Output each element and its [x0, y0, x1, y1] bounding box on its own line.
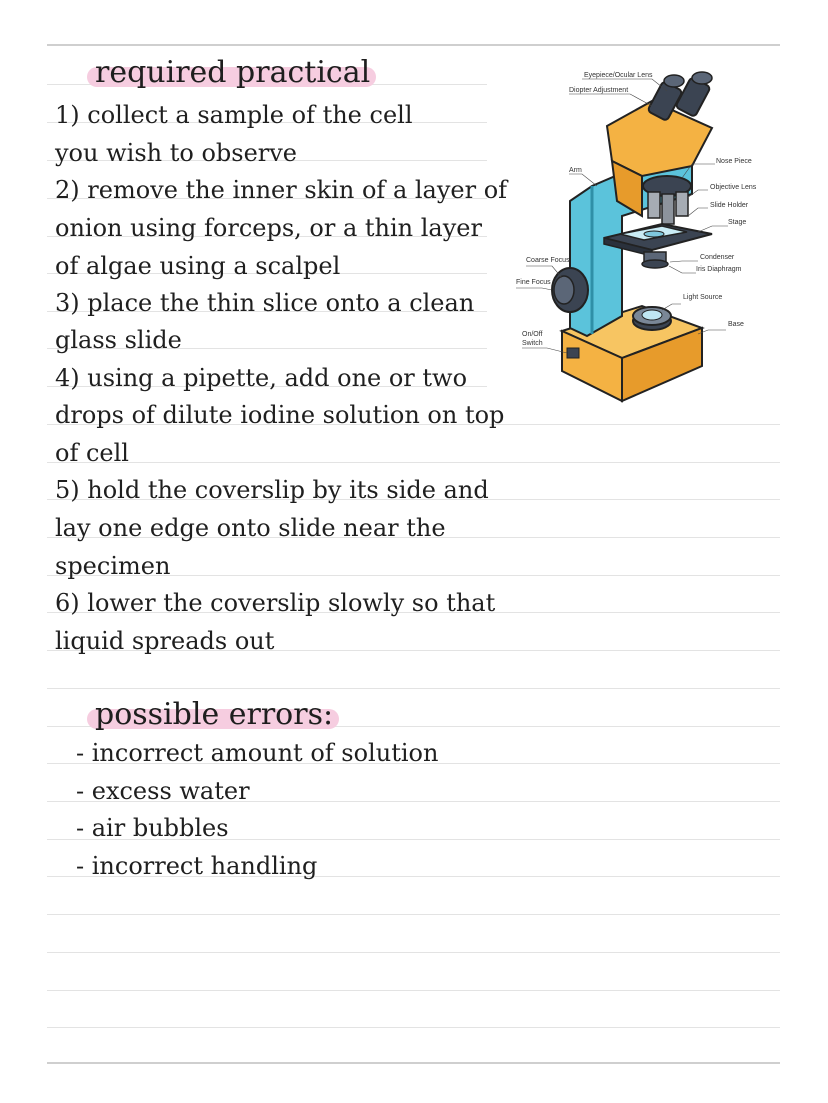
step-line: lay one edge onto slide near the	[55, 514, 446, 542]
ruled-line	[47, 462, 780, 463]
condenser-shape	[642, 252, 668, 268]
error-item: - incorrect amount of solution	[76, 739, 439, 767]
label-nosepiece: Nose Piece	[716, 158, 752, 165]
error-item: - excess water	[76, 777, 250, 805]
error-item: - incorrect handling	[76, 852, 318, 880]
step-line: glass slide	[55, 326, 182, 354]
ruled-line	[47, 688, 780, 689]
step-line: drops of dilute iodine solution on top	[55, 401, 505, 429]
error-item: - air bubbles	[76, 814, 229, 842]
step-line: liquid spreads out	[55, 627, 275, 655]
ruled-line	[47, 990, 780, 991]
step-line: 6) lower the coverslip slowly so that	[55, 589, 496, 617]
step-line: 5) hold the coverslip by its side and	[55, 476, 489, 504]
ruled-line	[47, 914, 780, 915]
step-line: 3) place the thin slice onto a clean	[55, 289, 475, 317]
label-base: Base	[728, 321, 744, 328]
page-bottom-rule	[47, 1062, 780, 1064]
step-line: 4) using a pipette, add one or two	[55, 364, 468, 392]
label-iris: Iris Diaphragm	[696, 266, 742, 273]
label-eyepiece: Eyepiece/Ocular Lens	[584, 72, 653, 79]
label-switch-1: On/Off	[522, 331, 543, 338]
label-objective: Objective Lens	[710, 184, 757, 191]
ruled-line	[47, 1027, 780, 1028]
errors-heading	[95, 697, 333, 733]
label-stage: Stage	[728, 219, 747, 226]
step-line: specimen	[55, 552, 171, 580]
label-switch-2: Switch	[522, 340, 543, 347]
microscope-svg	[512, 66, 762, 411]
practical-heading-text: required practical	[95, 55, 371, 90]
practical-heading	[95, 55, 370, 91]
light-source-shape	[633, 307, 671, 330]
focus-knob-shape	[552, 268, 588, 312]
label-light: Light Source	[683, 294, 723, 301]
step-line: 1) collect a sample of the cell	[55, 101, 413, 129]
step-line: onion using forceps, or a thin layer	[55, 214, 482, 242]
page-top-rule	[47, 44, 780, 46]
label-fine: Fine Focus	[516, 279, 551, 286]
errors-heading-text: possible errors:	[95, 697, 334, 732]
label-condenser: Condenser	[700, 254, 735, 261]
step-line: you wish to observe	[55, 139, 298, 167]
label-coarse: Coarse Focus	[526, 257, 570, 264]
step-line: 2) remove the inner skin of a layer of	[55, 176, 508, 204]
label-diopter: Diopter Adjustment	[569, 87, 629, 94]
label-arm: Arm	[569, 167, 582, 174]
step-line: of cell	[55, 439, 129, 467]
label-slide-holder: Slide Holder	[710, 202, 749, 209]
ruled-line	[47, 952, 780, 953]
microscope-diagram	[512, 66, 762, 411]
step-line: of algae using a scalpel	[55, 252, 341, 280]
objective-shape	[643, 176, 691, 224]
